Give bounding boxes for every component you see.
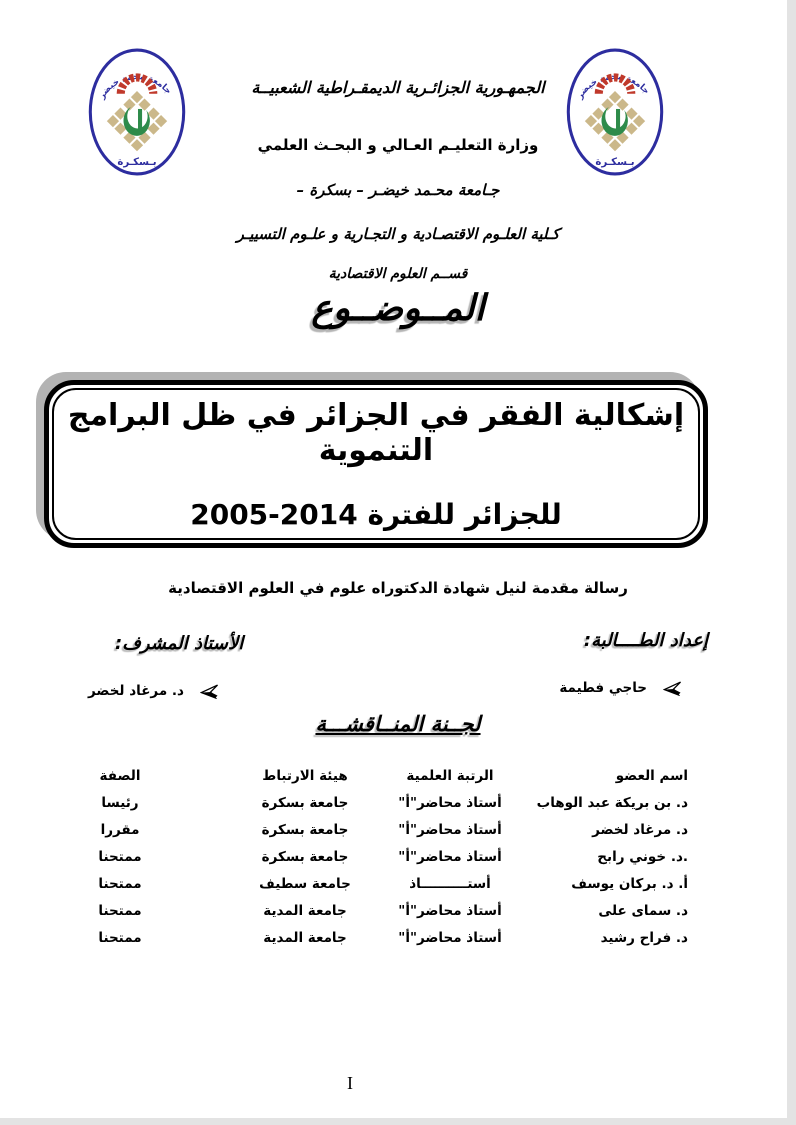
supervisor-name-row <box>88 683 219 699</box>
table-row <box>50 870 750 897</box>
thesis-note: رسالة مقدمة لنيل شهادة الدكتوراه علوم في العلوم الاقتصادية <box>168 579 628 597</box>
subject-heading: المــوضــوع <box>311 288 485 329</box>
table-header-row <box>50 762 750 789</box>
viewer-edge-right <box>787 0 796 1125</box>
col-header-role: الصفة <box>99 767 141 784</box>
logo-top-text: جامعة محمد خيضر <box>97 72 174 101</box>
logo-book-spine <box>138 109 142 129</box>
thesis-title-line2: للجزائر للفترة 2014-2005 <box>190 497 562 531</box>
member-rank: أستاذ محاضر"أ" <box>398 794 502 811</box>
prepared-by-label: إعداد الطــــالبة: <box>583 630 708 651</box>
table-row <box>50 897 750 924</box>
col-header-affiliation: هيئة الارتباط <box>262 767 348 784</box>
member-role: ممتحنا <box>98 929 142 946</box>
university-logo <box>86 46 188 178</box>
thesis-title-box-inner <box>52 388 700 540</box>
member-affiliation: جامعة بسكرة <box>261 821 349 838</box>
member-role: رئيسا <box>101 794 139 811</box>
member-role: ممتحنا <box>98 875 142 892</box>
student-name: حاجي فطيمة <box>559 680 647 696</box>
arrow-bullet-icon <box>663 681 682 696</box>
member-rank: أستاذ محاضر"أ" <box>398 902 502 919</box>
member-rank: أستاذ محاضر"أ" <box>398 821 502 838</box>
member-affiliation: جامعة بسكرة <box>261 848 349 865</box>
member-name: د. مرغاد لخضر <box>592 821 688 838</box>
viewer-edge-bottom <box>0 1118 796 1125</box>
member-name: د. سماى على <box>598 902 688 919</box>
table-row <box>50 789 750 816</box>
ministry-line: وزارة التعليـم العـالي و البحـث العلمي <box>257 136 539 154</box>
member-affiliation: جامعة المدية <box>263 929 347 946</box>
republic-line: الجمهـورية الجزائـرية الديمقـراطية الشعبيــة <box>251 78 545 97</box>
supervisor-name: د. مرغاد لخضر <box>88 683 184 699</box>
thesis-title-box <box>44 380 708 548</box>
university-line: جـامعة محـمد خيضـر – بسكرة – <box>296 181 500 199</box>
member-rank: أستــــــــــاذ <box>409 875 491 892</box>
table-row <box>50 843 750 870</box>
committee-table <box>50 762 750 951</box>
arrow-bullet-icon <box>200 684 219 699</box>
committee-heading: لجــنة المنــاقشـــة <box>315 712 481 736</box>
member-rank: أستاذ محاضر"أ" <box>398 929 502 946</box>
student-name-row <box>559 680 682 696</box>
logo-bottom-text: بـسكـرة <box>595 156 635 168</box>
university-logo <box>564 46 666 178</box>
table-row <box>50 924 750 951</box>
col-header-rank: الرتبة العلمية <box>406 767 494 784</box>
member-role: ممتحنا <box>98 902 142 919</box>
member-name: د. فراح رشيد <box>600 929 688 946</box>
logo-bottom-text: بـسكـرة <box>117 156 157 168</box>
page-number: I <box>347 1073 353 1093</box>
member-name: أ. د. بركان يوسف <box>571 875 688 892</box>
faculty-line: كـلية العلـوم الاقتصـادية و التجـارية و علـوم التسييـر <box>236 225 560 243</box>
member-affiliation: جامعة سطيف <box>259 875 351 892</box>
department-line: قســم العلوم الاقتصادية <box>328 266 468 282</box>
col-header-member-name: اسم العضو <box>615 767 688 784</box>
member-name: د. بن بريكة عبد الوهاب <box>536 794 688 811</box>
member-name: .د. خوني رابح <box>597 848 688 865</box>
member-rank: أستاذ محاضر"أ" <box>398 848 502 865</box>
logo-book-spine <box>616 109 620 129</box>
supervisor-label: الأستاذ المشرف: <box>115 633 244 654</box>
table-row <box>50 816 750 843</box>
member-role: مقررا <box>100 821 140 838</box>
member-affiliation: جامعة بسكرة <box>261 794 349 811</box>
thesis-title-line1: إشكالية الفقر في الجزائر في ظل البرامج التنموية <box>67 397 685 468</box>
logo-top-text: جامعة محمد خيضر <box>575 72 652 101</box>
member-role: ممتحنا <box>98 848 142 865</box>
member-affiliation: جامعة المدية <box>263 902 347 919</box>
